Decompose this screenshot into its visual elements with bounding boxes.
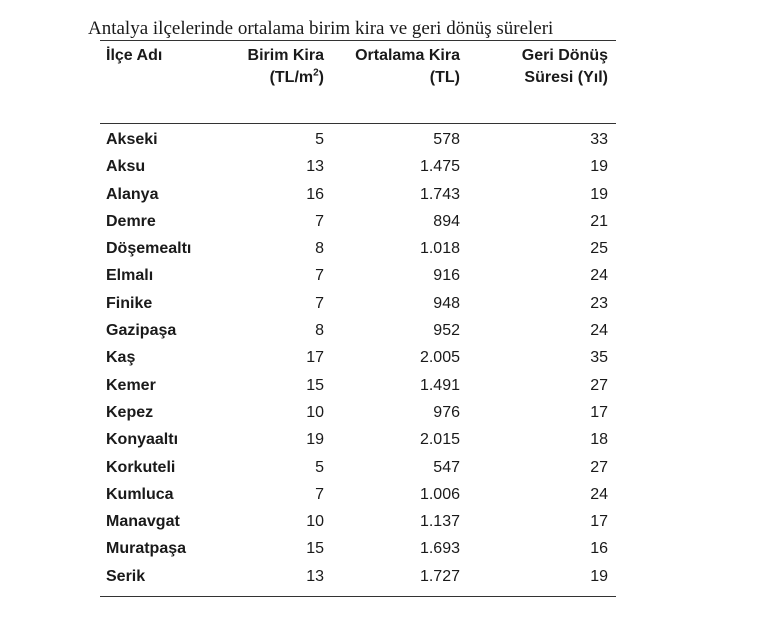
average-rent-cell: 2.005 bbox=[419, 349, 460, 367]
table-header bbox=[100, 41, 616, 123]
average-rent-cell: 1.137 bbox=[419, 513, 460, 531]
unit-rent-cell: 7 bbox=[315, 267, 324, 285]
table-row bbox=[100, 181, 616, 208]
header-average-rent bbox=[355, 45, 460, 89]
return-period-cell: 27 bbox=[590, 376, 608, 394]
district-name-cell: Elmalı bbox=[106, 267, 154, 285]
unit-rent-cell: 19 bbox=[306, 431, 324, 449]
district-name-cell: Gazipaşa bbox=[106, 322, 177, 340]
district-name-cell: Akseki bbox=[106, 131, 158, 148]
table-row bbox=[100, 262, 616, 289]
table-row bbox=[100, 153, 616, 180]
table-row bbox=[100, 317, 616, 344]
district-name-cell: Finike bbox=[106, 294, 153, 312]
unit-rent-cell: 8 bbox=[315, 240, 324, 258]
header-unit-sup: 2 bbox=[313, 67, 319, 79]
table-row bbox=[100, 563, 616, 590]
table-row bbox=[100, 399, 616, 426]
average-rent-cell: 1.693 bbox=[419, 540, 460, 558]
average-rent-cell: 976 bbox=[433, 403, 460, 421]
table-body bbox=[100, 123, 616, 597]
table-row bbox=[100, 344, 616, 371]
unit-rent-cell: 15 bbox=[306, 540, 324, 558]
unit-rent-cell: 10 bbox=[306, 403, 324, 421]
header-return-period-line2: Süresi (Yıl) bbox=[524, 69, 608, 86]
return-period-cell: 27 bbox=[590, 458, 608, 476]
unit-rent-cell: 17 bbox=[306, 349, 324, 367]
average-rent-cell: 1.475 bbox=[419, 158, 460, 176]
district-name-cell: Alanya bbox=[106, 185, 159, 203]
unit-rent-cell: 7 bbox=[315, 212, 324, 230]
district-name-cell: Kaş bbox=[106, 349, 136, 367]
unit-rent-cell: 5 bbox=[315, 458, 324, 476]
return-period-cell: 24 bbox=[590, 267, 608, 285]
header-unit-rent-line2 bbox=[248, 67, 324, 89]
average-rent-cell: 578 bbox=[433, 131, 460, 148]
header-return-period bbox=[522, 45, 608, 89]
table-row bbox=[100, 235, 616, 262]
header-unit-rent-line1: Birim Kira bbox=[247, 47, 324, 64]
average-rent-cell: 547 bbox=[433, 458, 460, 476]
average-rent-cell: 1.727 bbox=[419, 567, 460, 585]
header-district-name-text: İlçe Adı bbox=[106, 47, 163, 64]
district-name-cell: Kepez bbox=[106, 403, 154, 421]
table-row bbox=[100, 372, 616, 399]
average-rent-cell: 1.006 bbox=[419, 485, 460, 503]
table-row bbox=[100, 290, 616, 317]
average-rent-cell: 1.491 bbox=[419, 376, 460, 394]
return-period-cell: 17 bbox=[590, 403, 608, 421]
average-rent-cell: 2.015 bbox=[419, 431, 460, 449]
table-row bbox=[100, 508, 616, 535]
unit-rent-cell: 13 bbox=[306, 158, 324, 176]
average-rent-cell: 1.743 bbox=[419, 185, 460, 203]
header-average-rent-line2: (TL) bbox=[429, 69, 460, 86]
header-unit-prefix: (TL/m bbox=[269, 69, 314, 86]
unit-rent-cell: 16 bbox=[306, 185, 324, 203]
district-name-cell: Korkuteli bbox=[106, 458, 176, 476]
return-period-cell: 21 bbox=[590, 212, 608, 230]
district-name-cell: Serik bbox=[106, 567, 146, 585]
average-rent-cell: 948 bbox=[433, 294, 460, 312]
return-period-cell: 19 bbox=[590, 158, 608, 176]
average-rent-cell: 1.018 bbox=[419, 240, 460, 258]
unit-rent-cell: 8 bbox=[315, 322, 324, 340]
return-period-cell: 25 bbox=[590, 240, 608, 258]
return-period-cell: 19 bbox=[590, 185, 608, 203]
district-name-cell: Kemer bbox=[106, 376, 156, 394]
return-period-cell: 33 bbox=[590, 131, 608, 148]
rent-table bbox=[100, 40, 616, 597]
unit-rent-cell: 7 bbox=[315, 294, 324, 312]
return-period-cell: 35 bbox=[590, 349, 608, 367]
district-name-cell: Kumluca bbox=[106, 485, 174, 503]
return-period-cell: 24 bbox=[590, 485, 608, 503]
district-name-cell: Döşemealtı bbox=[106, 240, 192, 258]
table-row bbox=[100, 126, 616, 153]
district-name-cell: Aksu bbox=[106, 158, 146, 176]
header-unit-suffix: ) bbox=[318, 69, 324, 86]
average-rent-cell: 894 bbox=[433, 212, 460, 230]
header-district-name bbox=[106, 45, 162, 67]
district-name-cell: Demre bbox=[106, 212, 156, 230]
table-row bbox=[100, 426, 616, 453]
header-unit-rent bbox=[248, 45, 324, 89]
average-rent-cell: 916 bbox=[433, 267, 460, 285]
table-row bbox=[100, 481, 616, 508]
table-row bbox=[100, 454, 616, 481]
return-period-cell: 18 bbox=[590, 431, 608, 449]
return-period-cell: 19 bbox=[590, 567, 608, 585]
table-row bbox=[100, 535, 616, 562]
district-name-cell: Konyaaltı bbox=[106, 431, 179, 449]
district-name-cell: Manavgat bbox=[106, 513, 180, 531]
unit-rent-cell: 7 bbox=[315, 485, 324, 503]
average-rent-cell: 952 bbox=[433, 322, 460, 340]
table-caption: Antalya ilçelerinde ortalama birim kira ve geri dönüş süreleri bbox=[88, 18, 554, 39]
header-average-rent-line1: Ortalama Kira bbox=[355, 47, 460, 64]
unit-rent-cell: 5 bbox=[315, 131, 324, 148]
return-period-cell: 17 bbox=[590, 513, 608, 531]
unit-rent-cell: 13 bbox=[306, 567, 324, 585]
return-period-cell: 23 bbox=[590, 294, 608, 312]
unit-rent-cell: 15 bbox=[306, 376, 324, 394]
unit-rent-cell: 10 bbox=[306, 513, 324, 531]
table-row bbox=[100, 208, 616, 235]
district-name-cell: Muratpaşa bbox=[106, 540, 187, 558]
return-period-cell: 16 bbox=[590, 540, 608, 558]
return-period-cell: 24 bbox=[590, 322, 608, 340]
header-return-period-line1: Geri Dönüş bbox=[521, 47, 608, 64]
